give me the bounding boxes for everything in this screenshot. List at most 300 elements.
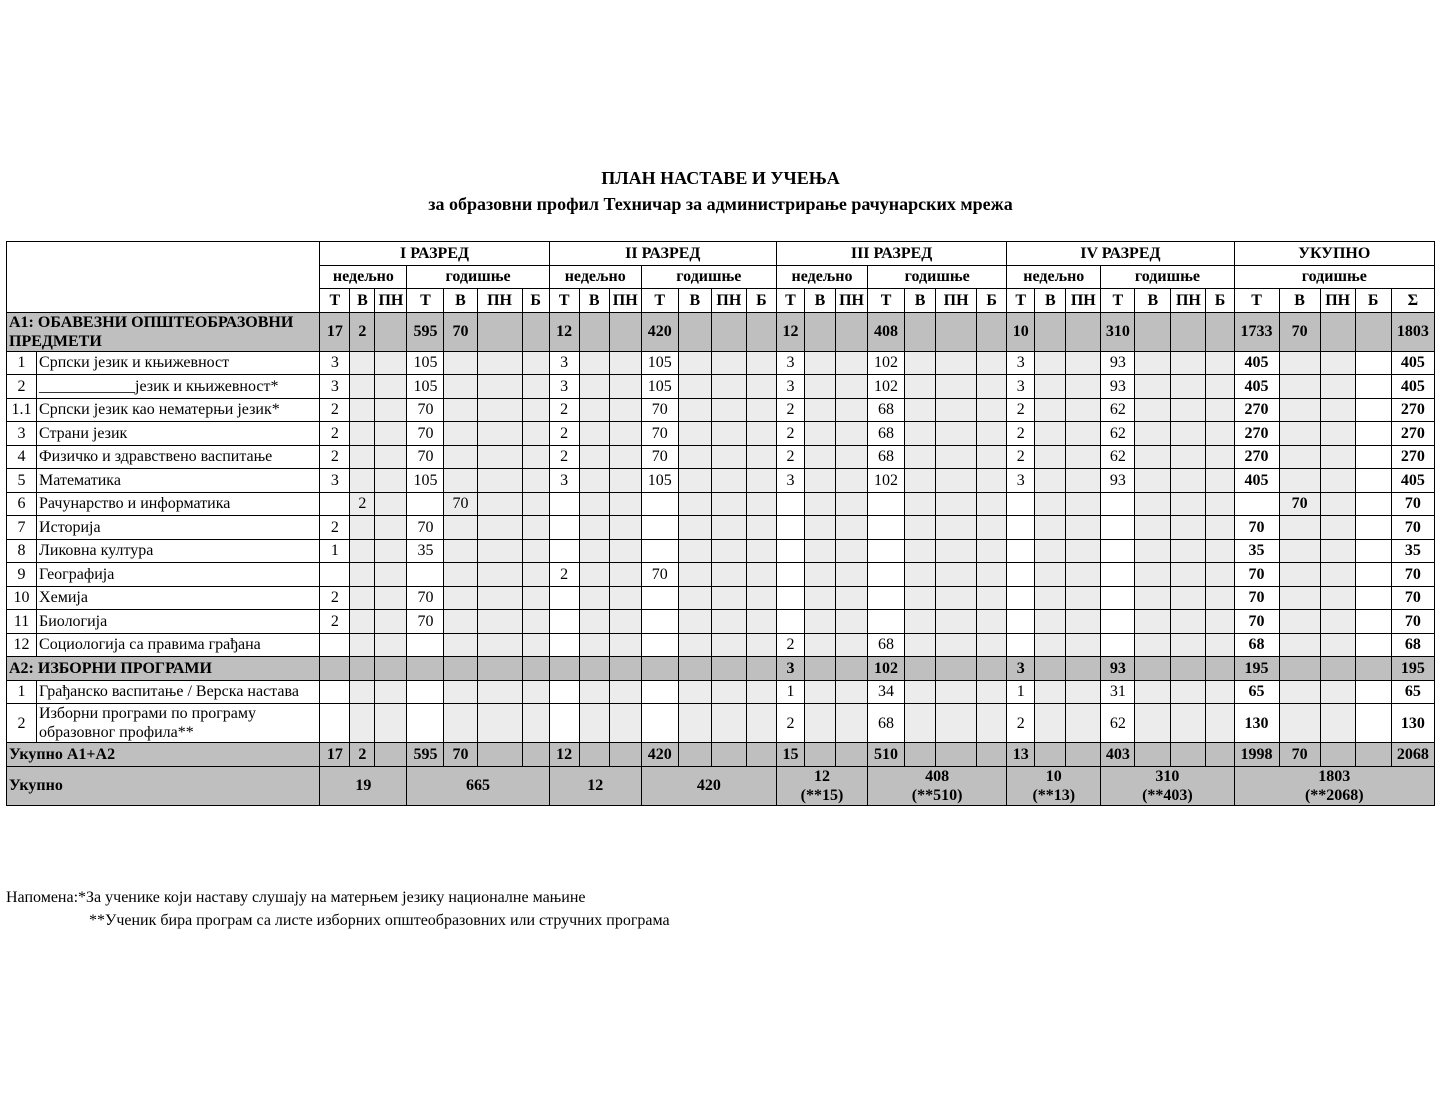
value-cell: 70 (407, 516, 444, 540)
value-cell (444, 680, 477, 704)
value-cell (579, 586, 609, 610)
value-cell (905, 445, 936, 469)
header-grades-row (7, 242, 1435, 266)
value-cell (609, 398, 641, 422)
value-cell: 68 (868, 422, 905, 446)
value-cell (1066, 351, 1101, 375)
value-cell (1066, 492, 1101, 516)
value-cell (1171, 563, 1206, 587)
value-cell (746, 422, 776, 446)
value-cell (1355, 743, 1391, 767)
value-cell (746, 680, 776, 704)
value-cell (609, 704, 641, 743)
value-cell (477, 469, 522, 493)
value-cell (711, 422, 746, 446)
value-cell: 3 (1007, 351, 1035, 375)
value-cell (350, 633, 375, 657)
value-cell (579, 680, 609, 704)
table-row (7, 469, 1435, 493)
value-cell (350, 469, 375, 493)
value-cell (375, 469, 407, 493)
value-cell: 2 (549, 398, 579, 422)
value-cell (477, 375, 522, 399)
value-cell (1035, 586, 1066, 610)
header-col-pn: ПН (1320, 289, 1355, 313)
value-cell (1035, 610, 1066, 634)
value-cell (836, 312, 868, 351)
value-cell (746, 539, 776, 563)
value-cell (936, 492, 977, 516)
value-cell: 270 (1391, 422, 1434, 446)
value-cell (1066, 704, 1101, 743)
value-cell (977, 610, 1007, 634)
grand-total-row (7, 766, 1435, 805)
value-cell (549, 586, 579, 610)
value-cell (522, 469, 549, 493)
value-cell: 17 (320, 312, 350, 351)
table-row (7, 586, 1435, 610)
value-cell (1320, 539, 1355, 563)
g1-year: 665 (466, 777, 491, 794)
value-cell (836, 398, 868, 422)
value-cell: 420 (641, 743, 678, 767)
value-cell (711, 704, 746, 743)
value-cell: 70 (1391, 563, 1434, 587)
value-cell: 405 (1234, 375, 1279, 399)
value-cell (609, 469, 641, 493)
value-cell (579, 312, 609, 351)
value-cell (746, 516, 776, 540)
value-cell (1320, 351, 1355, 375)
value-cell (1101, 610, 1135, 634)
value-cell (1007, 610, 1035, 634)
value-cell (836, 539, 868, 563)
value-cell (746, 351, 776, 375)
header-col-pn: ПН (1171, 289, 1206, 313)
value-cell (977, 398, 1007, 422)
value-cell: 2 (549, 445, 579, 469)
value-cell (522, 375, 549, 399)
value-cell (905, 743, 936, 767)
value-cell (641, 539, 678, 563)
value-cell (804, 516, 835, 540)
value-cell: 2 (1007, 422, 1035, 446)
value-cell (936, 704, 977, 743)
header-col-t: Т (1234, 289, 1279, 313)
value-cell: 595 (407, 312, 444, 351)
header-col-b: Б (746, 289, 776, 313)
value-cell (522, 445, 549, 469)
value-cell (905, 351, 936, 375)
value-cell (804, 422, 835, 446)
header-col-t: Т (1007, 289, 1035, 313)
header-col-b: Б (977, 289, 1007, 313)
header-grade-2: II РАЗРЕД (549, 242, 776, 266)
value-cell: 102 (868, 375, 905, 399)
value-cell (407, 633, 444, 657)
value-cell (1035, 680, 1066, 704)
header-weekly: недељно (1007, 265, 1101, 289)
row-number: 2 (7, 704, 37, 743)
value-cell (1320, 469, 1355, 493)
value-cell (522, 539, 549, 563)
value-cell (549, 516, 579, 540)
value-cell: 2 (776, 704, 804, 743)
value-cell (1035, 398, 1066, 422)
value-cell (1355, 704, 1391, 743)
value-cell (579, 398, 609, 422)
value-cell (1206, 610, 1234, 634)
value-cell (936, 469, 977, 493)
value-cell (936, 680, 977, 704)
value-cell (776, 610, 804, 634)
value-cell: 12 (549, 743, 579, 767)
value-cell (579, 422, 609, 446)
value-cell (836, 492, 868, 516)
value-cell: 12 (549, 312, 579, 351)
g2-week: 12 (587, 777, 604, 794)
value-cell (522, 610, 549, 634)
value-cell (711, 610, 746, 634)
value-cell (1355, 539, 1391, 563)
value-cell (375, 398, 407, 422)
value-cell (936, 743, 977, 767)
value-cell (1035, 563, 1066, 587)
header-col-v: В (350, 289, 375, 313)
value-cell: 270 (1391, 398, 1434, 422)
value-cell (444, 657, 477, 681)
value-cell (868, 539, 905, 563)
value-cell (579, 704, 609, 743)
value-cell (678, 563, 711, 587)
value-cell (905, 398, 936, 422)
value-cell (1206, 586, 1234, 610)
value-cell (1206, 516, 1234, 540)
value-cell (977, 516, 1007, 540)
value-cell (1206, 312, 1234, 351)
value-cell (375, 586, 407, 610)
value-cell (1101, 633, 1135, 657)
header-yearly: годишње (1234, 265, 1434, 289)
value-cell (905, 610, 936, 634)
value-cell (711, 743, 746, 767)
value-cell (320, 680, 350, 704)
value-cell (936, 351, 977, 375)
value-cell (1279, 516, 1320, 540)
value-cell (711, 657, 746, 681)
value-cell: 62 (1101, 704, 1135, 743)
value-cell (1135, 469, 1171, 493)
value-cell (776, 586, 804, 610)
value-cell: 105 (641, 375, 678, 399)
value-cell: 70 (1279, 743, 1320, 767)
value-cell (375, 422, 407, 446)
value-cell: 310 (1101, 312, 1135, 351)
value-cell (1007, 492, 1035, 516)
value-cell (1206, 351, 1234, 375)
row-number: 9 (7, 563, 37, 587)
value-cell (375, 492, 407, 516)
value-cell: 3 (549, 375, 579, 399)
value-cell (1066, 398, 1101, 422)
value-cell (836, 516, 868, 540)
value-cell (375, 445, 407, 469)
subject-name: Биологија (37, 610, 320, 634)
value-cell (905, 469, 936, 493)
value-cell (1007, 539, 1035, 563)
header-grade-4: IV РАЗРЕД (1007, 242, 1234, 266)
value-cell (375, 516, 407, 540)
value-cell (678, 351, 711, 375)
value-cell (522, 492, 549, 516)
value-cell (1135, 312, 1171, 351)
value-cell (836, 610, 868, 634)
value-cell: 595 (407, 743, 444, 767)
value-cell (350, 375, 375, 399)
value-cell: 65 (1391, 680, 1434, 704)
value-cell: 1998 (1234, 743, 1279, 767)
value-cell (1206, 633, 1234, 657)
value-cell: 68 (1234, 633, 1279, 657)
value-cell (804, 492, 835, 516)
value-cell: 70 (641, 563, 678, 587)
value-cell (711, 469, 746, 493)
value-cell (609, 743, 641, 767)
value-cell (977, 351, 1007, 375)
value-cell (609, 516, 641, 540)
value-cell (1206, 680, 1234, 704)
value-cell (350, 657, 375, 681)
value-cell (711, 680, 746, 704)
value-cell (549, 657, 579, 681)
header-total: УКУПНО (1234, 242, 1434, 266)
value-cell (678, 516, 711, 540)
value-cell (407, 657, 444, 681)
table-row (7, 445, 1435, 469)
header-grade-1: I РАЗРЕД (320, 242, 549, 266)
value-cell (836, 469, 868, 493)
value-cell (1206, 704, 1234, 743)
g2-week-cell (549, 766, 641, 805)
value-cell (375, 680, 407, 704)
curriculum-table (6, 241, 1435, 806)
value-cell (977, 375, 1007, 399)
value-cell: 93 (1101, 375, 1135, 399)
value-cell (1101, 539, 1135, 563)
value-cell (609, 539, 641, 563)
g3-week-alt: (**15) (800, 786, 844, 804)
value-cell (977, 445, 1007, 469)
value-cell: 130 (1391, 704, 1434, 743)
value-cell: 70 (1234, 586, 1279, 610)
value-cell (977, 657, 1007, 681)
value-cell (444, 422, 477, 446)
value-cell: 2 (776, 422, 804, 446)
subject-name: Страни језик (37, 422, 320, 446)
value-cell (522, 312, 549, 351)
value-cell (641, 586, 678, 610)
value-cell (320, 657, 350, 681)
value-cell (836, 704, 868, 743)
value-cell (1206, 657, 1234, 681)
subject-name: Изборни програми по програму образовног профила** (37, 704, 320, 743)
header-yearly: годишње (1101, 265, 1234, 289)
value-cell (1066, 312, 1101, 351)
value-cell (350, 704, 375, 743)
value-cell (641, 680, 678, 704)
value-cell (477, 563, 522, 587)
value-cell (1035, 312, 1066, 351)
value-cell (1355, 563, 1391, 587)
value-cell (1135, 539, 1171, 563)
value-cell (868, 586, 905, 610)
value-cell (641, 516, 678, 540)
value-cell (1206, 469, 1234, 493)
header-col-sigma: Σ (1391, 289, 1434, 313)
value-cell (1171, 469, 1206, 493)
value-cell (836, 743, 868, 767)
value-cell (1355, 516, 1391, 540)
header-col-v: В (1035, 289, 1066, 313)
value-cell (549, 492, 579, 516)
row-number: 6 (7, 492, 37, 516)
value-cell (1320, 422, 1355, 446)
value-cell (579, 610, 609, 634)
value-cell (977, 539, 1007, 563)
g3-week: 12 (813, 767, 830, 785)
value-cell: 1 (776, 680, 804, 704)
value-cell (1135, 563, 1171, 587)
value-cell (1035, 633, 1066, 657)
value-cell (444, 610, 477, 634)
value-cell (522, 657, 549, 681)
value-cell (1171, 657, 1206, 681)
value-cell: 408 (868, 312, 905, 351)
value-cell (1279, 445, 1320, 469)
value-cell (1035, 375, 1066, 399)
value-cell (375, 351, 407, 375)
value-cell (522, 351, 549, 375)
header-col-v: В (905, 289, 936, 313)
value-cell (320, 492, 350, 516)
value-cell (579, 743, 609, 767)
value-cell (711, 445, 746, 469)
value-cell (1135, 422, 1171, 446)
page-subtitle: за образовни профил Техничар за администрирање рачунарских мрежа (428, 194, 1013, 214)
grand-total-label-cell (7, 766, 320, 805)
value-cell (1206, 445, 1234, 469)
value-cell (804, 469, 835, 493)
value-cell (1279, 633, 1320, 657)
value-cell: 70 (407, 445, 444, 469)
value-cell (1355, 586, 1391, 610)
value-cell (836, 351, 868, 375)
value-cell (905, 312, 936, 351)
value-cell (477, 351, 522, 375)
value-cell (1171, 516, 1206, 540)
value-cell (711, 516, 746, 540)
value-cell: 70 (444, 492, 477, 516)
value-cell (1206, 563, 1234, 587)
value-cell (905, 680, 936, 704)
value-cell (579, 469, 609, 493)
value-cell (1171, 610, 1206, 634)
value-cell: 2 (776, 445, 804, 469)
value-cell: 405 (1391, 469, 1434, 493)
value-cell (905, 492, 936, 516)
value-cell (522, 516, 549, 540)
value-cell (776, 563, 804, 587)
g3-year-alt: (**510) (911, 786, 963, 804)
value-cell (1355, 375, 1391, 399)
value-cell (936, 563, 977, 587)
row-number: 10 (7, 586, 37, 610)
value-cell: 70 (1391, 492, 1434, 516)
value-cell (804, 398, 835, 422)
value-cell (444, 539, 477, 563)
value-cell (836, 680, 868, 704)
value-cell (776, 492, 804, 516)
header-col-pn: ПН (375, 289, 407, 313)
header-yearly: годишње (407, 265, 549, 289)
value-cell: 270 (1234, 445, 1279, 469)
header-col-pn: ПН (936, 289, 977, 313)
value-cell (522, 743, 549, 767)
value-cell: 2 (350, 743, 375, 767)
subject-name: Рачунарство и информатика (37, 492, 320, 516)
value-cell: 62 (1101, 398, 1135, 422)
value-cell (746, 492, 776, 516)
header-col-pn: ПН (711, 289, 746, 313)
value-cell (678, 586, 711, 610)
value-cell (579, 516, 609, 540)
value-cell (977, 469, 1007, 493)
value-cell (522, 704, 549, 743)
value-cell (1279, 657, 1320, 681)
value-cell (776, 539, 804, 563)
value-cell (477, 657, 522, 681)
value-cell (1135, 351, 1171, 375)
g3-week-cell (776, 766, 867, 805)
header-col-t: Т (320, 289, 350, 313)
value-cell (549, 680, 579, 704)
value-cell (1320, 586, 1355, 610)
value-cell (477, 312, 522, 351)
value-cell: 93 (1101, 351, 1135, 375)
value-cell (1035, 704, 1066, 743)
value-cell (1355, 610, 1391, 634)
summary-row (7, 312, 1435, 351)
value-cell (609, 312, 641, 351)
value-cell (375, 312, 407, 351)
value-cell (905, 422, 936, 446)
value-cell (1320, 375, 1355, 399)
value-cell (477, 743, 522, 767)
value-cell (477, 539, 522, 563)
value-cell (1066, 516, 1101, 540)
value-cell: 70 (641, 445, 678, 469)
value-cell (746, 586, 776, 610)
value-cell (407, 563, 444, 587)
value-cell: 2 (776, 398, 804, 422)
value-cell (1355, 657, 1391, 681)
value-cell (746, 704, 776, 743)
value-cell (746, 469, 776, 493)
value-cell (1035, 445, 1066, 469)
value-cell (1279, 398, 1320, 422)
value-cell (350, 610, 375, 634)
value-cell (350, 351, 375, 375)
